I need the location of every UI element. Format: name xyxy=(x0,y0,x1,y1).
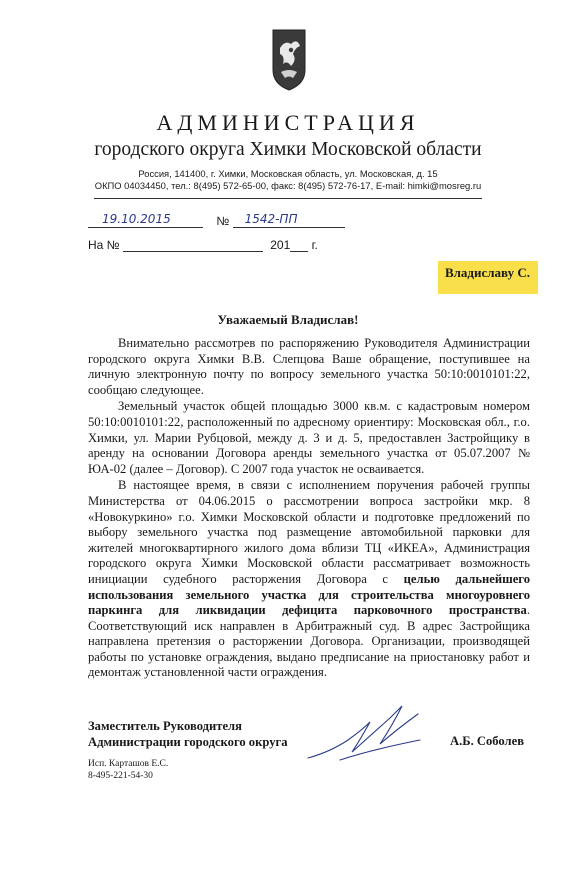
coat-of-arms-icon xyxy=(271,28,307,92)
org-subtitle: городского округа Химки Московской области xyxy=(94,139,482,160)
greeting: Уважаемый Владислав! xyxy=(217,312,359,327)
paragraph-3-start: В настоящее время, в связи с исполнением поручения рабочей группы Министерства от 04.06.2015 о рассмотрении вопроса застройки мкр. 8 «Новокуркино» г.о. Химки Московской области и подготовке предложений по выбору земельного участка под размещение автомобильной парковки для жителей многоквартирного жилого дома вблизи ТЦ «ИКЕА», Администрация городского округа Химки Московской области рассматривает возможность инициации судебного расторжения Договора с xyxy=(88,478,530,586)
handwritten-number: 1542-ПП xyxy=(244,212,298,226)
paragraph-1: Внимательно рассмотрев по распоряжению Руководителя Администрации городского округа Химки В.В. Слепцова Ваше обращение, поступившее на личную электронную почту по вопросу земельного участка 50:10:0010101:22, сообщаю следующее. xyxy=(88,336,530,397)
handwritten-date: 19.10.2015 xyxy=(102,212,171,226)
registration-line xyxy=(88,212,428,234)
reply-line xyxy=(88,236,428,258)
handwritten-signature-icon xyxy=(300,700,435,770)
number-field xyxy=(233,212,345,228)
year-prefix: 201 xyxy=(270,238,291,252)
reply-label: На № xyxy=(88,238,120,252)
org-title: АДМИНИСТРАЦИЯ xyxy=(156,110,420,135)
signatory-name: А.Б. Соболев xyxy=(450,734,524,748)
header-divider xyxy=(94,198,482,199)
year-suffix: г. xyxy=(311,238,318,252)
paragraph-3-end: . Соответствующий иск направлен в Арбитражный суд. В адрес Застройщика направлена претензия о расторжении Договора. Организации, производящей работы по установке ограждения, выдано предписание на приостановку работ и демонтаж установленной части ограждения. xyxy=(88,603,530,680)
recipient: Владиславу С. xyxy=(444,265,530,280)
signatory-position xyxy=(88,718,288,750)
executor-info xyxy=(88,758,168,782)
position-line-2: Администрации городского округа xyxy=(88,735,288,749)
address-line: Россия, 141400, г. Химки, Московская область, ул. Московская, д. 15 xyxy=(138,168,438,179)
executor-phone: 8-495-221-54-30 xyxy=(88,771,153,781)
year-field xyxy=(290,236,308,252)
letter-body xyxy=(88,336,530,682)
paragraph-2: Земельный участок общей площадью 3000 кв.м. с кадастровым номером 50:10:0010101:22, расположенный по адресному ориентиру: Московская обл., г.о. Химки, ул. Марии Рубцовой, между д. 3 и д. 5, предоставлен Застройщику в аренду на основании Договора аренды земельного участка от 05.07.2007 № ЮА-02 (далее – Договор). С 2007 года участок не осваивается. xyxy=(88,399,530,476)
contacts-line: ОКПО 04034450, тел.: 8(495) 572-65-00, факс: 8(495) 572-76-17, E-mail: himki@mosreg.ru xyxy=(94,180,482,191)
number-label: № xyxy=(216,214,230,228)
paragraph-3-bold: целью дальнейшего использования земельного участка для строительства многоуровнего паркинга для ликвидации дефицита парковочного пространства xyxy=(88,571,531,618)
org-address xyxy=(0,168,576,192)
date-field xyxy=(88,212,203,228)
executor-name: Исп. Карташов Е.С. xyxy=(88,759,169,769)
paragraph-3 xyxy=(88,478,530,681)
reply-number-field xyxy=(123,236,263,252)
position-line-1: Заместитель Руководителя xyxy=(88,719,242,733)
